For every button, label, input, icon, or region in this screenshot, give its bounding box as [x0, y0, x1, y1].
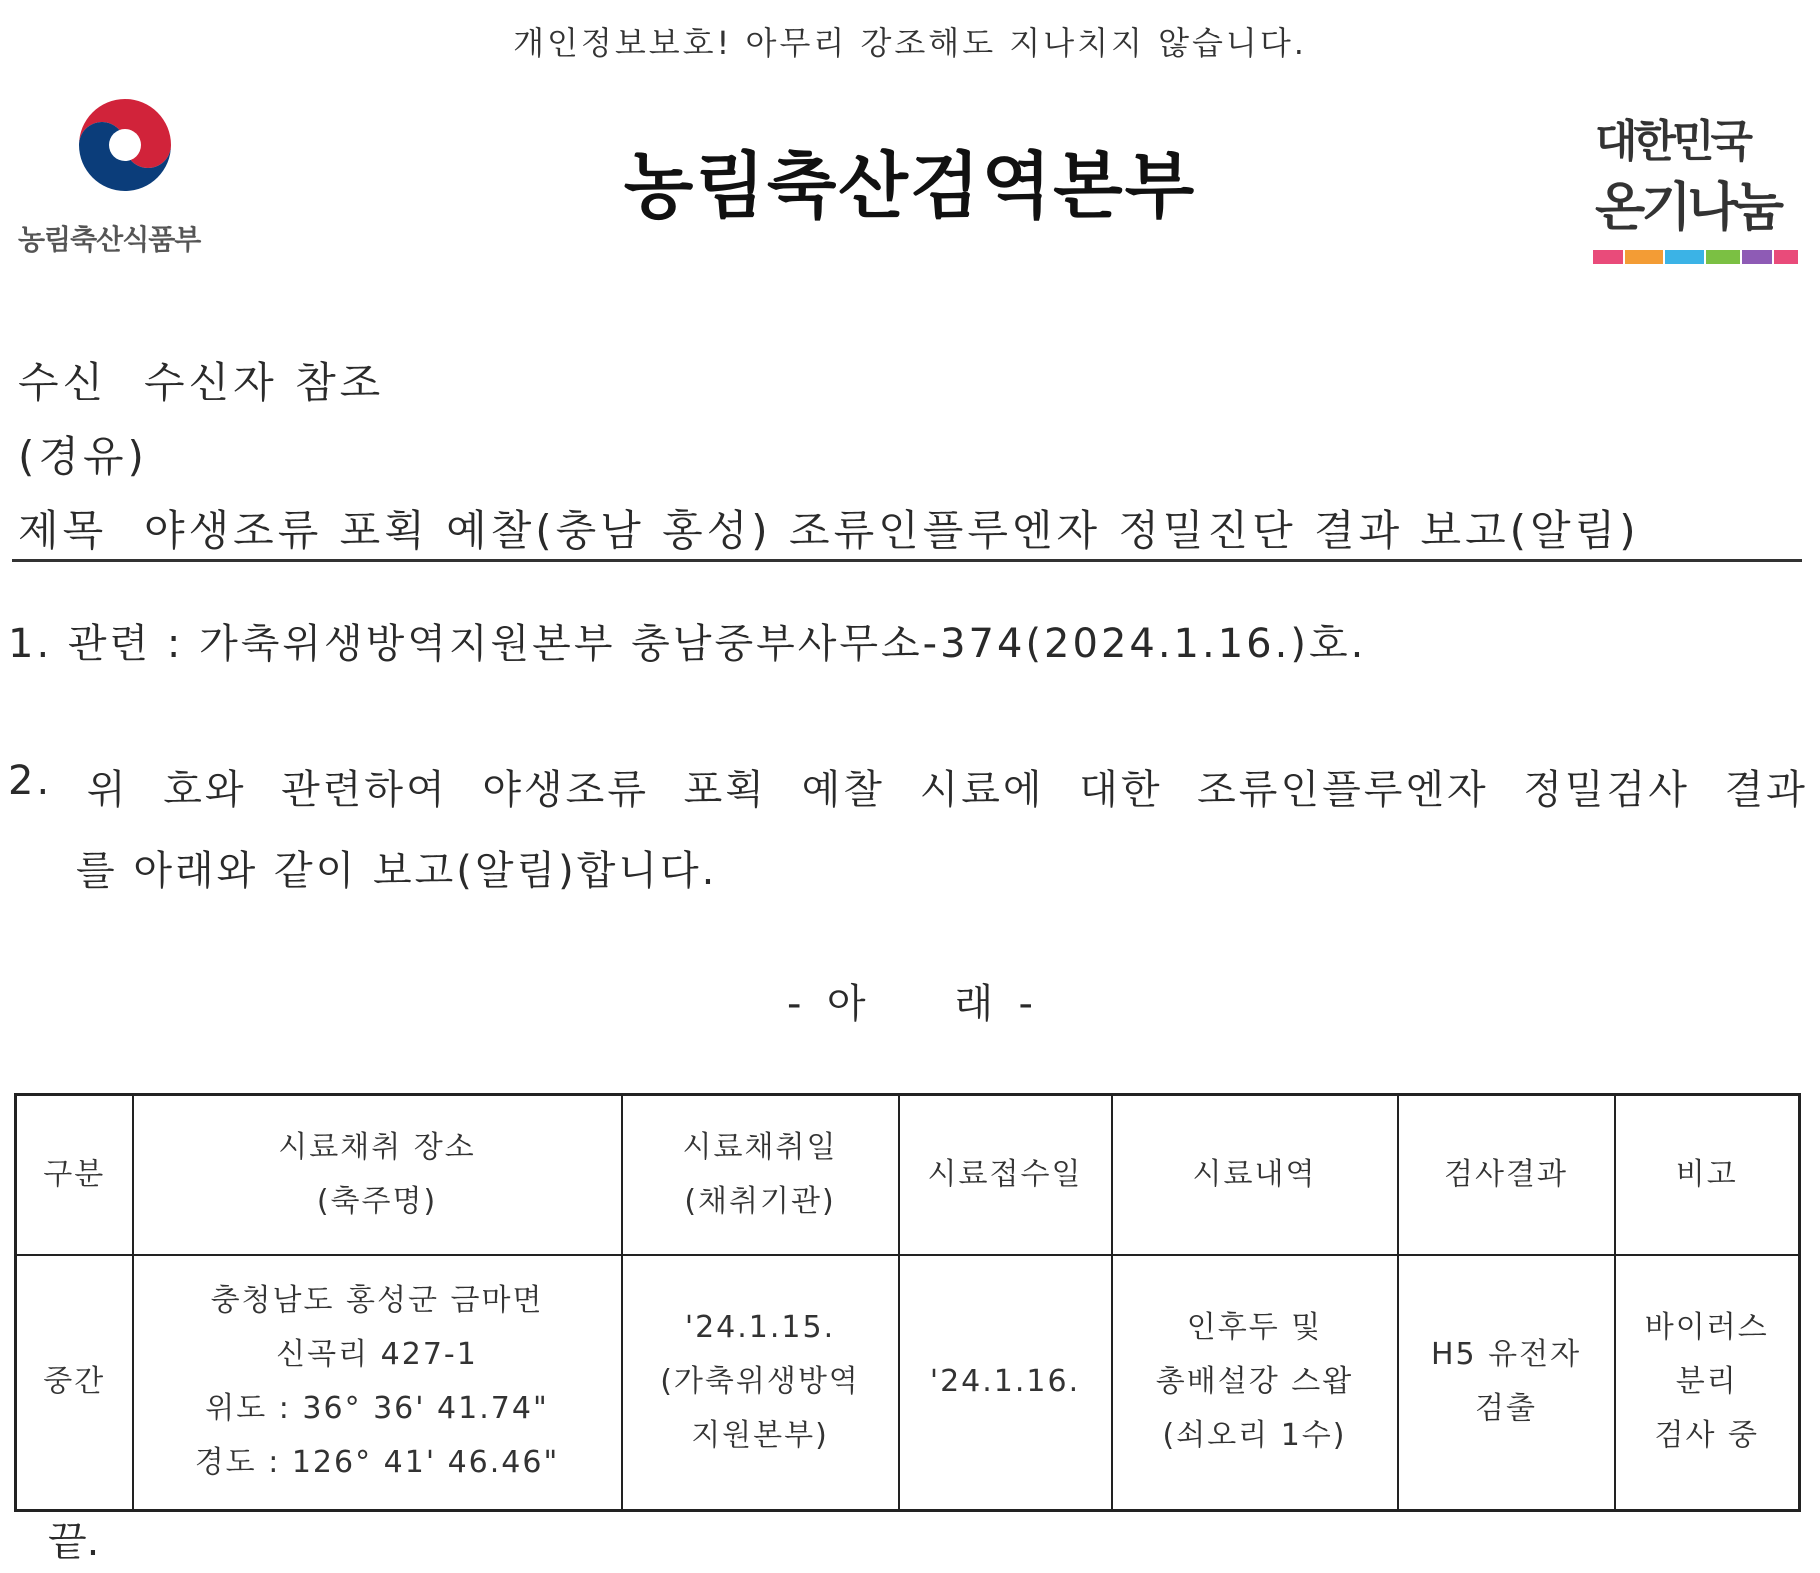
header-divider [12, 559, 1802, 562]
subject-row [18, 498, 1640, 558]
paragraph-1: 1. 관련 : 가축위생방역지원본부 충남중부사무소-374(2024.1.16.)호. [8, 621, 1367, 667]
paragraph-2-line1 [8, 758, 1808, 815]
table-cell: 인후두 및 총배설강 스왑 (쇠오리 1수) [1112, 1255, 1398, 1511]
campaign-logo-line2: 온기나눔 [1595, 178, 1780, 238]
table-header-cell: 시료채취일 (채취기관) [622, 1095, 899, 1255]
table-cell: '24.1.16. [899, 1255, 1112, 1511]
paragraph-2-word: 예찰 [801, 767, 885, 813]
privacy-notice: 개인정보보호! 아무리 강조해도 지나치지 않습니다. [513, 24, 1307, 62]
page-title: 농림축산검역본부 [623, 144, 1197, 228]
table-cell: '24.1.15. (가축위생방역 지원본부) [622, 1255, 899, 1511]
recipient-value: 수신자 참조 [144, 358, 385, 407]
paragraph-2 [8, 758, 1808, 896]
via-row [18, 424, 148, 484]
table-header-cell: 구분 [16, 1095, 133, 1255]
result-table [14, 1093, 1801, 1512]
paragraph-2-word: 관련하여 [281, 767, 448, 813]
paragraph-2-line2: 를 아래와 같이 보고(알림)합니다. [76, 848, 718, 894]
table-header-cell: 시료내역 [1112, 1095, 1398, 1255]
table-row [16, 1255, 1800, 1511]
below-heading: - 아 래 - [786, 981, 1033, 1027]
campaign-logo [1585, 85, 1810, 275]
campaign-logo-line1: 대한민국 [1595, 116, 1750, 167]
end-mark: 끝. [48, 1519, 100, 1565]
recipient-label: 수신 [18, 358, 108, 407]
paragraph-2-word: 결과 [1724, 767, 1808, 813]
paragraph-2-word: 호와 [163, 767, 247, 813]
table-cell: 충청남도 홍성군 금마면 신곡리 427-1 위도 : 36° 36' 41.74" 경도 : 126° 41' 46.46" [133, 1255, 622, 1511]
subject-value: 야생조류 포획 예찰(충남 홍성) 조류인플루엔자 정밀진단 결과 보고(알림) [144, 506, 1640, 555]
table-header-cell: 시료채취 장소 (축주명) [133, 1095, 622, 1255]
paragraph-2-word: 조류인플루엔자 [1197, 767, 1489, 813]
paragraph-2-word: 시료에 [919, 767, 1045, 813]
via-label: (경유) [18, 432, 148, 481]
subject-label: 제목 [18, 506, 108, 555]
paragraph-2-word: 포획 [683, 767, 767, 813]
table-cell: 중간 [16, 1255, 133, 1511]
table-header-row [16, 1095, 1800, 1255]
table-header-cell: 시료접수일 [899, 1095, 1112, 1255]
table-cell: 바이러스 분리 검사 중 [1615, 1255, 1800, 1511]
recipient-row [18, 350, 384, 410]
paragraph-2-word: 위 [86, 767, 129, 813]
paragraph-2-word: 2. [8, 758, 53, 804]
campaign-color-strip [1593, 250, 1798, 264]
table-cell: H5 유전자 검출 [1398, 1255, 1615, 1511]
table-header-cell: 비고 [1615, 1095, 1800, 1255]
ministry-name: 농림축산식품부 [18, 223, 201, 256]
paragraph-2-word: 정밀검사 [1523, 767, 1690, 813]
paragraph-2-word: 야생조류 [482, 767, 649, 813]
paragraph-2-word: 대한 [1079, 767, 1163, 813]
table-header-cell: 검사결과 [1398, 1095, 1615, 1255]
